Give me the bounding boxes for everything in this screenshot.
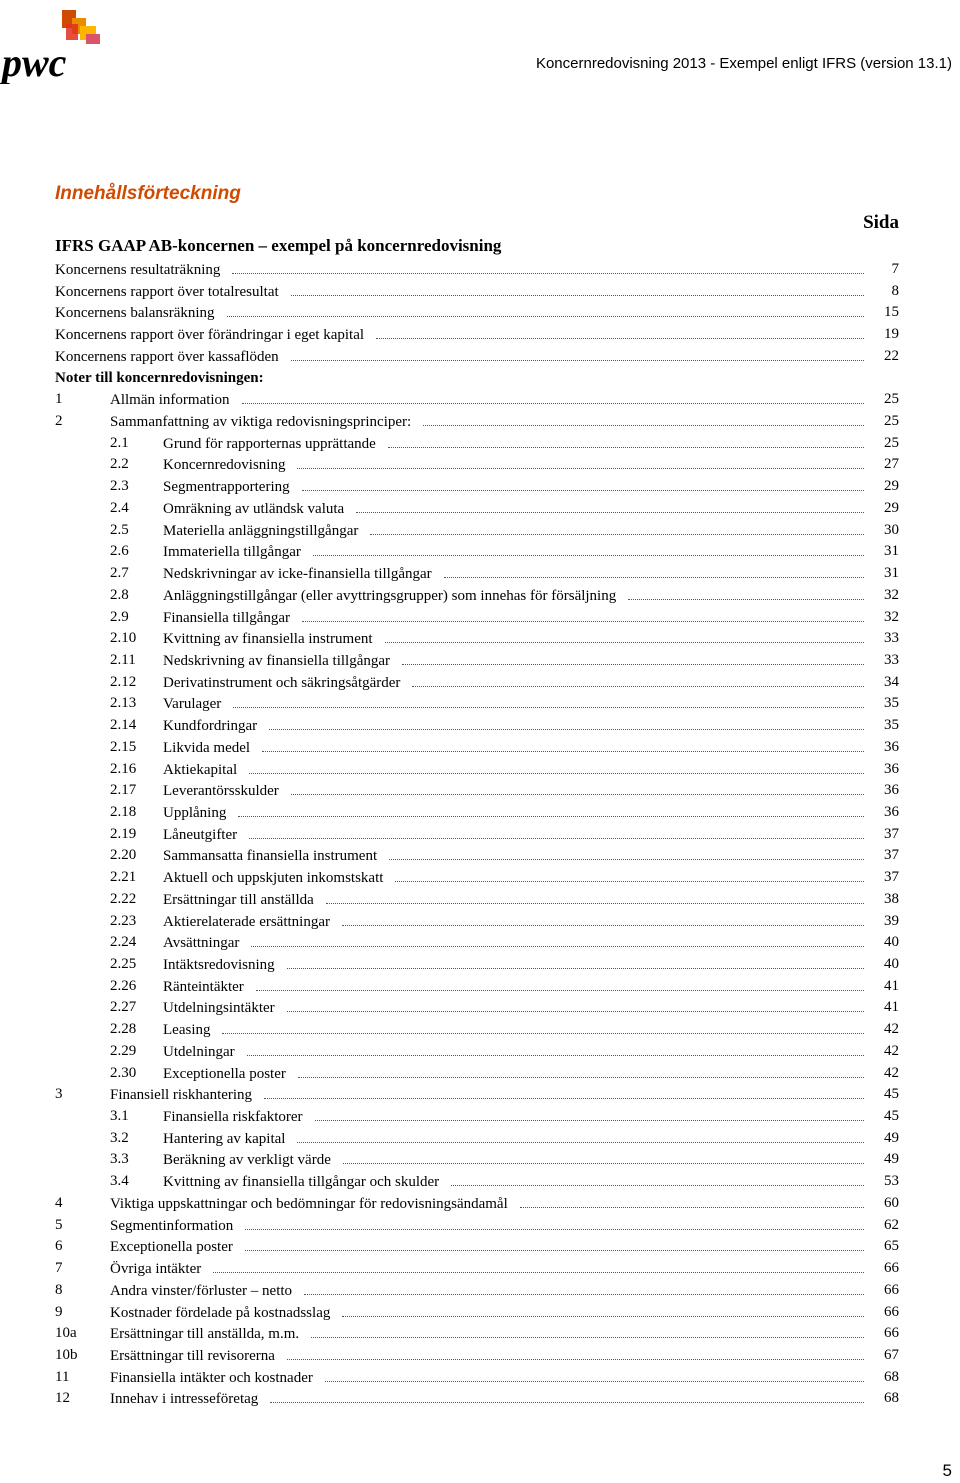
toc-entry-title: Låneutgifter	[163, 826, 238, 843]
toc-entry-page: 49	[884, 1129, 899, 1146]
toc-entry[interactable]	[0, 954, 960, 976]
dot-leader	[233, 693, 864, 708]
dot-leader	[520, 1193, 864, 1208]
toc-entry-page: 36	[884, 803, 899, 820]
dot-leader	[247, 1041, 864, 1056]
toc-entry[interactable]	[0, 1128, 960, 1150]
toc-entry-number: 4	[55, 1194, 63, 1211]
toc-entries	[0, 259, 960, 1410]
dot-leader	[302, 607, 864, 622]
dot-leader	[343, 1149, 864, 1164]
dot-leader	[297, 454, 864, 469]
toc-entry-number: 2.30	[110, 1064, 137, 1081]
dot-leader	[628, 585, 864, 600]
toc-entry-page: 36	[884, 782, 899, 799]
toc-entry-number: 2.16	[110, 760, 137, 777]
toc-heading: Innehållsförteckning	[55, 183, 241, 204]
toc-entry-page: 32	[884, 586, 899, 603]
toc-entry-number: 2.5	[110, 521, 129, 538]
toc-entry[interactable]	[0, 1236, 960, 1258]
dot-leader	[297, 1128, 864, 1143]
toc-entry-page: 15	[884, 304, 899, 321]
toc-entry[interactable]	[0, 997, 960, 1019]
toc-entry[interactable]	[0, 454, 960, 476]
dot-leader	[298, 1063, 864, 1078]
toc-entry-number: 10b	[55, 1346, 78, 1363]
toc-entry-page: 53	[884, 1173, 899, 1190]
toc-entry[interactable]	[0, 1367, 960, 1389]
toc-entry[interactable]	[0, 1019, 960, 1041]
dot-leader	[395, 867, 864, 882]
toc-entry-number: 8	[55, 1281, 63, 1298]
dot-leader	[238, 802, 864, 817]
toc-entry-title: Anläggningstillgångar (eller avyttringsgrupper) som innehas för försäljning	[163, 587, 617, 604]
toc-entry-number: 2.21	[110, 869, 137, 886]
toc-entry-title: Ersättningar till anställda, m.m.	[110, 1326, 300, 1343]
toc-entry-page: 34	[884, 673, 899, 690]
page-column-label: Sida	[863, 212, 899, 233]
toc-entry-title: Segmentinformation	[110, 1217, 234, 1234]
dot-leader	[245, 1215, 864, 1230]
dot-leader	[287, 954, 864, 969]
toc-entry-page: 8	[891, 282, 899, 299]
toc-entry-number: 2.6	[110, 543, 129, 560]
toc-entry-page: 37	[884, 869, 899, 886]
toc-entry[interactable]	[0, 1280, 960, 1302]
toc-entry-number: 3.2	[110, 1129, 129, 1146]
toc-entry-page: 49	[884, 1151, 899, 1168]
toc-entry-title: Aktiekapital	[163, 761, 238, 778]
toc-entry[interactable]	[0, 541, 960, 563]
toc-entry-number: 2.28	[110, 1021, 137, 1038]
toc-entry-number: 2.27	[110, 999, 137, 1016]
pwc-logo	[0, 4, 110, 84]
toc-entry-page: 27	[884, 456, 899, 473]
dot-leader	[302, 476, 864, 491]
toc-entry-page: 66	[884, 1303, 899, 1320]
toc-entry[interactable]	[0, 780, 960, 802]
toc-entry-number: 2.20	[110, 847, 137, 864]
toc-entry-page: 65	[884, 1238, 899, 1255]
toc-entry[interactable]	[0, 563, 960, 585]
toc-entry-title: Finansiella intäkter och kostnader	[110, 1369, 313, 1386]
toc-entry-title: Grund för rapporternas upprättande	[163, 435, 376, 452]
toc-entry-title: Andra vinster/förluster – netto	[110, 1282, 293, 1299]
toc-entry-title: Finansiella tillgångar	[163, 609, 291, 626]
toc-entry[interactable]	[0, 802, 960, 824]
toc-entry-title: Nedskrivningar av icke-finansiella tillgångar	[163, 566, 432, 583]
toc-entry-title: Beräkning av verkligt värde	[163, 1152, 331, 1169]
toc-entry-page: 67	[884, 1346, 899, 1363]
toc-entry-title: Koncernredovisning	[163, 457, 286, 474]
toc-entry[interactable]	[0, 1193, 960, 1215]
toc-entry-number: 2.3	[110, 478, 129, 495]
toc-entry-number: 3.3	[110, 1151, 129, 1168]
toc-entry-page: 29	[884, 499, 899, 516]
toc-entry[interactable]	[0, 1388, 960, 1410]
toc-entry[interactable]	[0, 867, 960, 889]
toc-entry[interactable]	[0, 650, 960, 672]
toc-entry-title: Övriga intäkter	[110, 1261, 202, 1278]
toc-entry[interactable]	[0, 628, 960, 650]
toc-entry-number: 3	[55, 1086, 63, 1103]
toc-entry-title: Noter till koncernredovisningen:	[55, 369, 264, 386]
toc-entry-title: Hantering av kapital	[163, 1130, 286, 1147]
toc-entry-title: Ersättningar till revisorerna	[110, 1347, 275, 1364]
toc-entry-page: 66	[884, 1281, 899, 1298]
toc-entry-title: Aktierelaterade ersättningar	[163, 913, 330, 930]
toc-entry-number: 2.22	[110, 890, 137, 907]
toc-entry[interactable]	[0, 1084, 960, 1106]
dot-leader	[249, 759, 864, 774]
toc-entry-title: Sammanfattning av viktiga redovisningsprinciper:	[110, 414, 412, 431]
toc-entry-page: 31	[884, 565, 899, 582]
toc-entry-title: Leasing	[163, 1022, 211, 1039]
dot-leader	[385, 628, 864, 643]
dot-leader	[262, 737, 864, 752]
toc-entry-number: 2.26	[110, 977, 137, 994]
toc-entry[interactable]	[0, 715, 960, 737]
toc-entry-title: Finansiella riskfaktorer	[163, 1109, 303, 1126]
toc-entry-page: 45	[884, 1108, 899, 1125]
toc-entry-page: 25	[884, 434, 899, 451]
dot-leader	[287, 1345, 864, 1360]
toc-entry[interactable]	[0, 281, 960, 303]
toc-entry-number: 3.1	[110, 1108, 129, 1125]
dot-leader	[325, 1367, 864, 1382]
toc-entry-page: 40	[884, 934, 899, 951]
toc-entry-title: Kostnader fördelade på kostnadsslag	[110, 1304, 331, 1321]
toc-entry-title: Avsättningar	[163, 935, 240, 952]
toc-entry-page: 41	[884, 999, 899, 1016]
toc-entry-title: Upplåning	[163, 804, 227, 821]
toc-entry[interactable]	[0, 911, 960, 933]
toc-entry-page: 7	[891, 261, 899, 277]
toc-entry-page: 29	[884, 478, 899, 495]
dot-leader	[388, 433, 864, 448]
toc-entry-title: Segmentrapportering	[163, 479, 290, 496]
dot-leader	[311, 1323, 864, 1338]
toc-entry-number: 2.7	[110, 565, 129, 582]
toc-entry-number: 9	[55, 1303, 63, 1320]
toc-entry-title: Koncernens rapport över kassaflöden	[55, 348, 279, 365]
toc-entry[interactable]	[0, 759, 960, 781]
toc-entry-number: 2.10	[110, 630, 137, 647]
dot-leader	[291, 281, 864, 296]
toc-entry-title: Immateriella tillgångar	[163, 544, 301, 561]
toc-entry-page: 37	[884, 825, 899, 842]
toc-entry-number: 2.14	[110, 717, 137, 734]
toc-entry-page: 68	[884, 1368, 899, 1385]
toc-entry-page: 38	[884, 890, 899, 907]
toc-entry[interactable]	[0, 498, 960, 520]
toc-entry-number: 6	[55, 1238, 63, 1255]
toc-entry[interactable]	[0, 259, 960, 281]
toc-entry-title: Varulager	[163, 696, 222, 713]
dot-leader	[249, 824, 864, 839]
toc-entry-number: 11	[55, 1368, 70, 1385]
toc-entry[interactable]	[0, 476, 960, 498]
toc-entry-title: Sammansatta finansiella instrument	[163, 848, 378, 865]
toc-entry[interactable]	[0, 1215, 960, 1237]
toc-entry-page: 60	[884, 1194, 899, 1211]
dot-leader	[245, 1236, 864, 1251]
toc-entry[interactable]	[0, 1345, 960, 1367]
toc-entry-title: Utdelningsintäkter	[163, 1000, 275, 1017]
toc-entry-title: Intäktsredovisning	[163, 957, 275, 973]
dot-leader	[242, 389, 864, 404]
toc-entry[interactable]	[0, 433, 960, 455]
toc-entry-title: Koncernens resultaträkning	[55, 262, 221, 278]
document-header-title: Koncernredovisning 2013 - Exempel enligt IFRS (version 13.1)	[535, 55, 952, 72]
dot-leader	[269, 715, 864, 730]
toc-entry-title: Nedskrivning av finansiella tillgångar	[163, 652, 391, 669]
toc-entry-title: Ränteintäkter	[163, 978, 244, 995]
dot-leader	[291, 346, 864, 361]
toc-entry-number: 1	[55, 391, 63, 408]
toc-entry-page: 42	[884, 1021, 899, 1038]
toc-entry[interactable]	[0, 1106, 960, 1128]
toc-entry-number: 2.23	[110, 912, 137, 929]
toc-entry[interactable]	[0, 976, 960, 998]
toc-entry[interactable]	[0, 932, 960, 954]
toc-entry-number: 10a	[55, 1325, 77, 1342]
toc-entry[interactable]	[0, 1063, 960, 1085]
toc-entry-page: 42	[884, 1064, 899, 1081]
dot-leader	[444, 563, 864, 578]
toc-entry-number: 2.2	[110, 456, 129, 473]
toc-entry[interactable]	[0, 324, 960, 346]
toc-entry-number: 2.9	[110, 608, 129, 625]
dot-leader	[326, 889, 864, 904]
toc-entry-title: Kvittning av finansiella tillgångar och skulder	[163, 1174, 440, 1191]
toc-entry[interactable]	[0, 607, 960, 629]
toc-entry-title: Exceptionella poster	[163, 1065, 286, 1082]
toc-entry-page: 68	[884, 1390, 899, 1407]
logo-block-5	[66, 24, 78, 40]
toc-entry-title: Finansiell riskhantering	[110, 1087, 253, 1104]
toc-entry[interactable]	[0, 1323, 960, 1345]
toc-entry[interactable]	[0, 1041, 960, 1063]
toc-entry-page: 41	[884, 977, 899, 994]
toc-entry-page: 45	[884, 1086, 899, 1103]
dot-leader	[376, 324, 864, 339]
toc-entry-page: 32	[884, 608, 899, 625]
toc-entry-number: 7	[55, 1260, 63, 1277]
toc-entry[interactable]	[0, 368, 960, 390]
toc-entry-page: 33	[884, 630, 899, 647]
toc-entry-number: 2.19	[110, 825, 137, 842]
dot-leader	[356, 498, 864, 513]
toc-entry-number: 12	[55, 1390, 70, 1407]
toc-entry-page: 30	[884, 521, 899, 538]
toc-entry[interactable]	[0, 411, 960, 433]
toc-entry[interactable]	[0, 1258, 960, 1280]
toc-entry[interactable]	[0, 737, 960, 759]
toc-entry-number: 2.1	[110, 434, 129, 451]
dot-leader	[370, 520, 864, 535]
toc-entry-page: 62	[884, 1216, 899, 1233]
toc-entry-number: 2.4	[110, 499, 129, 516]
toc-entry-number: 2.18	[110, 803, 137, 820]
toc-entry[interactable]	[0, 346, 960, 368]
toc-entry-title: Koncernens rapport över totalresultat	[55, 283, 279, 300]
dot-leader	[342, 1302, 864, 1317]
toc-entry-number: 2.8	[110, 586, 129, 603]
dot-leader	[402, 650, 864, 665]
toc-entry-title: Derivatinstrument och säkringsåtgärder	[163, 674, 401, 691]
toc-entry-number: 2.17	[110, 782, 137, 799]
toc-entry-title: Exceptionella poster	[110, 1239, 233, 1256]
toc-entry[interactable]	[0, 1149, 960, 1171]
dot-leader	[412, 672, 864, 687]
toc-entry-number: 2.13	[110, 695, 137, 712]
dot-leader	[227, 302, 864, 317]
dot-leader	[213, 1258, 864, 1273]
toc-entry-title: Utdelningar	[163, 1043, 235, 1060]
dot-leader	[313, 541, 864, 556]
toc-entry[interactable]	[0, 845, 960, 867]
toc-entry-number: 2.12	[110, 673, 137, 690]
logo-block-4	[86, 34, 100, 44]
toc-entry-title: Kundfordringar	[163, 718, 258, 735]
toc-entry-title: Ersättningar till anställda	[163, 891, 314, 908]
toc-entry[interactable]	[0, 824, 960, 846]
toc-entry[interactable]	[0, 585, 960, 607]
toc-entry-page: 36	[884, 760, 899, 777]
dot-leader	[264, 1084, 864, 1099]
toc-entry-page: 33	[884, 651, 899, 668]
toc-entry-number: 2.29	[110, 1042, 137, 1059]
toc-entry-page: 31	[884, 543, 899, 560]
dot-leader	[342, 911, 864, 926]
toc-entry-title: Likvida medel	[163, 739, 251, 756]
toc-entry[interactable]	[0, 1302, 960, 1324]
toc-entry-title: Aktuell och uppskjuten inkomstskatt	[163, 870, 384, 887]
toc-entry[interactable]	[0, 520, 960, 542]
toc-entry-page: 19	[884, 326, 899, 343]
toc-entry[interactable]	[0, 1171, 960, 1193]
toc-entry-page: 42	[884, 1042, 899, 1059]
toc-entry-title: Kvittning av finansiella instrument	[163, 631, 373, 648]
toc-entry-page: 25	[884, 391, 899, 408]
toc-entry-page: 25	[884, 413, 899, 430]
toc-entry-number: 2	[55, 413, 63, 430]
toc-entry-page: 36	[884, 738, 899, 755]
dot-leader	[232, 259, 864, 274]
toc-entry-title: Innehav i intresseföretag	[110, 1391, 259, 1408]
toc-entry-page: 35	[884, 717, 899, 734]
toc-entry-page: 35	[884, 695, 899, 712]
toc-entry[interactable]	[0, 889, 960, 911]
toc-entry-title: Viktiga uppskattningar och bedömningar för redovisningsändamål	[110, 1195, 508, 1212]
toc-entry-title: Omräkning av utländsk valuta	[163, 500, 345, 517]
toc-entry-page: 22	[884, 347, 899, 364]
toc-entry-number: 2.15	[110, 738, 137, 755]
section-title: IFRS GAAP AB-koncernen – exempel på koncernredovisning	[55, 236, 502, 255]
toc-entry-title: Koncernens rapport över förändringar i eget kapital	[55, 327, 365, 344]
toc-entry-number: 2.24	[110, 934, 137, 951]
toc-entry-number: 2.25	[110, 956, 137, 972]
page-number: 5	[942, 1461, 952, 1480]
toc-entry-number: 2.11	[110, 651, 136, 668]
dot-leader	[222, 1019, 864, 1034]
logo-wordmark: pwc	[2, 40, 67, 84]
toc-entry[interactable]	[0, 389, 960, 411]
dot-leader	[315, 1106, 864, 1121]
toc-entry-page: 39	[884, 912, 899, 929]
dot-leader	[251, 932, 864, 947]
dot-leader	[256, 976, 864, 991]
toc-entry-title: Materiella anläggningstillgångar	[163, 522, 359, 539]
toc-entry[interactable]	[0, 302, 960, 324]
dot-leader	[423, 411, 864, 426]
dot-leader	[451, 1171, 864, 1186]
toc-entry-page: 37	[884, 847, 899, 864]
toc-entry[interactable]	[0, 693, 960, 715]
dot-leader	[304, 1280, 864, 1295]
toc-entry-title: Koncernens balansräkning	[55, 305, 215, 322]
toc-entry-page: 40	[884, 956, 899, 972]
toc-entry-title: Leverantörsskulder	[163, 783, 279, 800]
toc-entry-number: 3.4	[110, 1173, 129, 1190]
toc-entry[interactable]	[0, 672, 960, 694]
toc-entry-page: 66	[884, 1260, 899, 1277]
dot-leader	[291, 780, 864, 795]
dot-leader	[287, 997, 864, 1012]
toc-entry-page: 66	[884, 1325, 899, 1342]
dot-leader	[389, 845, 864, 860]
toc-entry-title: Allmän information	[110, 392, 230, 409]
dot-leader	[270, 1388, 864, 1403]
toc-entry-number: 5	[55, 1216, 63, 1233]
